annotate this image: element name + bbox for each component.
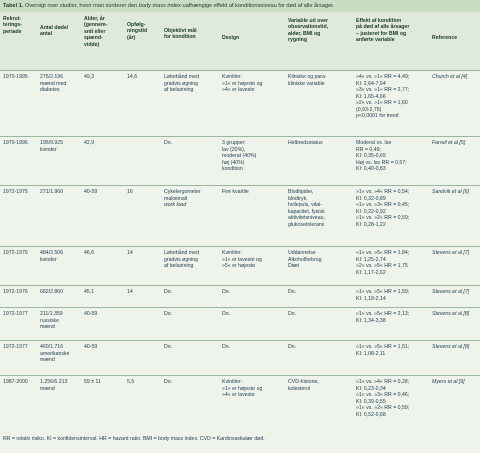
header-followup: Opfølg- ningstid (år) (127, 22, 148, 41)
title-text-a: Oversigt over studier, hvori man vurderer den (24, 3, 139, 9)
row-effect: Moderat vs. lav RR = 0,49; KI: 0,35-0,69 Høj vs. lav RR = 0,57; KI: 0,40-0,83 (356, 140, 407, 172)
row-design: Kvintiler: »1« er laveste og »5« er højeste (222, 250, 262, 269)
title-text-em: body mass index (138, 3, 181, 9)
row-variables: Uddannelse Alkoholforbrug Diæt (288, 250, 322, 269)
row-reference: Farrell et al [5] (432, 140, 466, 146)
row-effect: »4« vs. »1« RR = 4,49; KI: 2,64-7,64 »3« vs. »1« RR = 2,77; KI: 1,65-4,66 »2« vs. »1« RR = 1,60 (0,93-2,76) p<0,0001 for trend (356, 74, 410, 119)
header-cases: Antal døde/ antal (40, 25, 69, 38)
table-row (0, 185, 480, 247)
row-objective: Do. (164, 140, 173, 146)
row-reference: Stevens et al [7] (432, 250, 470, 256)
row-age: 40-59 (84, 311, 98, 317)
row-objective: Do. (164, 289, 173, 295)
row-design: Do. (222, 344, 231, 350)
row-age: 46,6 (84, 250, 95, 256)
row-effect: »1« vs. »5« HR = 1,59; KI: 1,18-2,14 (356, 289, 410, 302)
table-row (0, 307, 480, 341)
row-cases: 460/1.716 amerikanske mænd (40, 344, 70, 363)
row-reference: Church et al [4] (432, 74, 468, 80)
row-followup: 5,5 (127, 379, 135, 385)
row-cases: 275/2.196 mænd med diabetes (40, 74, 67, 93)
row-objective: Løbebånd med gradvis øgning af belastning (164, 74, 199, 93)
row-cases: 195/9.925 kvinder (40, 140, 64, 153)
row-variables: Do. (288, 311, 297, 317)
header-period: Rekrut- terings- periade (3, 16, 23, 35)
row-reference: Stevens et al [8] (432, 311, 470, 317)
row-objective: Cykelergometer maksimalt work load (164, 189, 201, 208)
table-label: Tabel 1. (3, 3, 24, 9)
row-age: 40-59 (84, 344, 98, 350)
row-cases: 211/1.359 russiske mænd (40, 311, 63, 330)
row-age: 45,1 (84, 289, 95, 295)
table-footnote: RR = relativ risiko. KI = konfidensinterval. HR = hazard ratio. BMI = body mass index. CVD = Kardiovaskulær død. (3, 436, 265, 442)
row-design: Kvintiler: »1« er højeste og »4« er laveste (222, 379, 263, 398)
row-cases: 271/1.960 (40, 189, 64, 195)
row-effect: »1« vs. »5« HR = 2,13; KI: 1,34-3,38 (356, 311, 410, 324)
row-age: 40-59 (84, 189, 98, 195)
row-design: Kvintiler: »1« er højeste og »4« er laveste (222, 74, 263, 93)
row-variables: Helbredsstatus (288, 140, 323, 146)
row-period: 1970-1996 (3, 140, 28, 146)
row-effect: »1« vs. »5« HR = 1,51; KI: 1,08-2,11 (356, 344, 410, 357)
row-period: 1972-1976 (3, 289, 28, 295)
row-variables: Kliniske og para- kliniske variable (288, 74, 327, 87)
row-age: 59 ± 11 (84, 379, 101, 385)
row-followup: 14 (127, 289, 133, 295)
table-title (0, 0, 480, 12)
row-period: 1972-1975 (3, 189, 28, 195)
header-effect: Effekt af kondition på død af alle årsager – justeret for BMI og anførte variable (356, 18, 410, 44)
title-text-b: -uafhængige effekt af konditionsniveau for død af alle årsager. (180, 3, 335, 9)
row-objective: Løbebånd med gradvis øgning af belastning (164, 250, 199, 269)
header-variables: Variable ud over observationstid, alder, BMI og rygning (288, 18, 329, 44)
row-reference: Stevens et al [8] (432, 344, 470, 350)
row-age: 42,9 (84, 140, 95, 146)
row-effect: »1« vs. »4« RR = 0,54; KI: 0,32-0,89 »1« vs. »3« RR = 0,45; KI: 0,22-0,92 »1« vs. »2« RR = 0,59; KI: 0,28-1,22 (356, 189, 410, 228)
row-objective: Do. (164, 379, 173, 385)
row-variables: Blodlipider, blodtryk, hvilepuls, vital- kapacitet, fysisk aktivitetsniveau, glukosetolerans (288, 189, 325, 228)
table-header (0, 12, 480, 70)
row-objective: Do. (164, 344, 173, 350)
row-effect: »1« vs. »5« RR = 1,84; KI: 1,25-2,74 »2« vs. »5« HR = 1,75 KI: 1,17-2,62 (356, 250, 410, 276)
table-row (0, 340, 480, 376)
row-objective: Do. (164, 311, 173, 317)
row-cases: 484/2.506 kvinder (40, 250, 64, 263)
row-period: 1972-1977 (3, 311, 28, 317)
row-design: Fire kvartile (222, 189, 249, 195)
header-design: Design (222, 35, 240, 41)
row-period: 1972-1977 (3, 344, 28, 350)
row-cases: 1.256/6.213 mænd (40, 379, 68, 392)
row-followup: 14 (127, 250, 133, 256)
row-period: 1972-1976 (3, 250, 28, 256)
row-reference: Sandvik et al [6] (432, 189, 469, 195)
row-variables: CVD-historie, kolesterol (288, 379, 319, 392)
table-row (0, 136, 480, 186)
header-age: Alder, år (gennem- snit eller spænd- vidde) (84, 16, 108, 48)
row-period: 1970-1995 (3, 74, 28, 80)
header-reference: Reference (432, 35, 458, 41)
row-followup: 16 (127, 189, 133, 195)
row-design: Do. (222, 289, 231, 295)
header-objective: Objektivt mål for kondition (164, 28, 197, 41)
row-followup: 14,6 (127, 74, 138, 80)
row-design: Do. (222, 311, 231, 317)
row-period: 1987-2000 (3, 379, 28, 385)
table-row (0, 285, 480, 308)
row-design: 3 grupper: lav (20%), moderat (40%) høj (40%) kondition (222, 140, 257, 172)
table-row (0, 70, 480, 137)
row-reference: Stevens et al [7] (432, 289, 470, 295)
row-variables: Do. (288, 344, 297, 350)
table-row (0, 246, 480, 286)
row-reference: Myers et al [9] (432, 379, 465, 385)
row-cases: 682/2.860 (40, 289, 64, 295)
row-variables: Do. (288, 289, 297, 295)
row-age: 49,3 (84, 74, 95, 80)
table-row (0, 375, 480, 434)
row-effect: »1« vs. »4« RR = 0,28; KI: 0,23-0,34 »1« vs. »3« RR = 0,46; KI: 0,39-0,55 »1« vs. »2« RR = 0,59; KI: 0,52-0,68 (356, 379, 410, 418)
